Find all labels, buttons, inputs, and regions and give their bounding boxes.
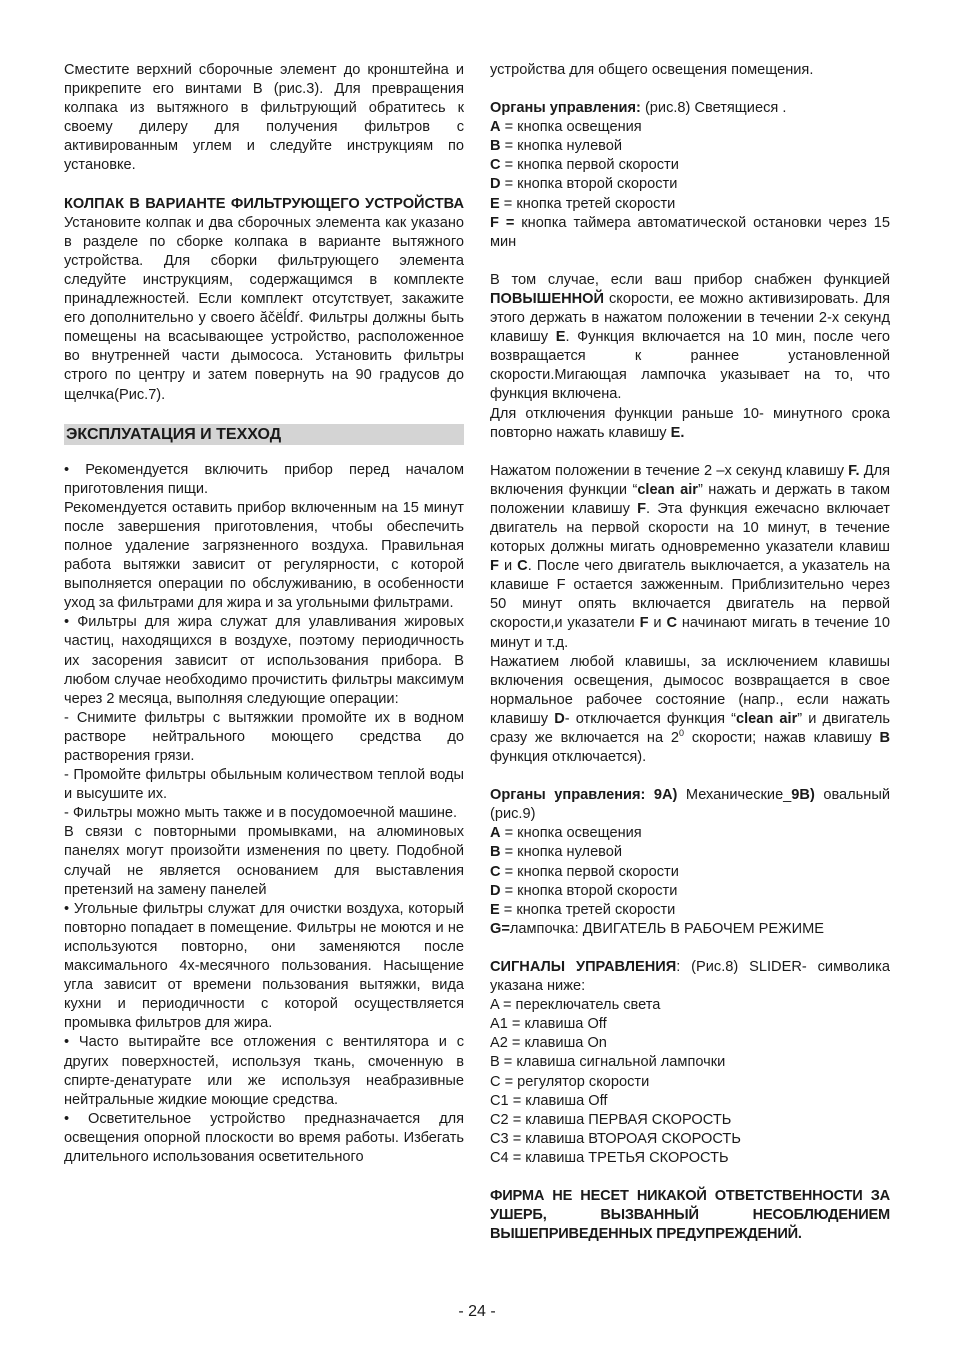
controls-fig9-title: Органы управления: 9A) Механические_9B) овальный (рис.9) xyxy=(490,787,890,823)
filter-heading: КОЛПАК В ВАРИАНТЕ ФИЛЬТРУЮЩЕГО УСТРОЙСТВА xyxy=(64,195,464,212)
section-title: ЭКСПЛУАТАЦИЯ И ТЕХХОД xyxy=(64,424,464,445)
usage-paragraph-6: - Фильтры можно мыть также и в посудомоечной машине. xyxy=(64,805,458,822)
right-column xyxy=(490,61,890,1244)
control-item: C = кнопка первой скорости xyxy=(490,863,679,880)
controls-fig8-title: Органы управления: (рис.8) Светящиеся . xyxy=(490,100,787,117)
usage-paragraph-2: Рекомендуется оставить прибор включенным на 15 минут после завершения приготовления, чтобы обеспечить полное удаление загрязненного воздуха. Правильная работа вытяжки зависит от регулярности, с которой выполняется операции по обслуживанию, в особенности уход за фильтрами для жира и за угольными фильтрами. xyxy=(64,499,464,612)
signal-item: A = переключатель света xyxy=(490,997,661,1014)
signal-item: C1 = клавиша Off xyxy=(490,1092,608,1109)
signal-item: C4 = клавиша ТРЕТЬЯ СКОРОСТЬ xyxy=(490,1149,729,1166)
intro-paragraph: Сместите верхний сборочные элемент до кронштейна и прикрепите его винтами B (рис.3). Для превращения колпака из вытяжного в фильтрующий обратитесь к своему дилеру для получения фильтров с активированным углем и следуйте инструкциям по установке. xyxy=(64,62,464,174)
signal-item: C2 = клавиша ПЕРВАЯ СКОРОСТЬ xyxy=(490,1111,732,1128)
control-item: F = кнопка таймера автоматической остановки через 15 мин xyxy=(490,214,890,250)
control-item: G=лампочка: ДВИГАТЕЛЬ В РАБОЧЕМ РЕЖИМЕ xyxy=(490,920,824,937)
signal-item: A2 = клавиша On xyxy=(490,1035,607,1052)
signals-title: СИГНАЛЫ УПРАВЛЕНИЯ: (Рис.8) SLIDER- символика указана ниже: xyxy=(490,958,890,995)
clean-air-paragraph: Нажатом положении в течение 2 –х секунд клавишу F. Для включения функции “clean air” нажать и держать в таком положении клавишу F. Эта функция ежечасно включает двигатель на первой скорости на 10 минут, в течение которых должны мигать одновременно указатели клавиш F и C. После чего двигатель выключается, а указатель на клавише F остается зажженным. Приблизительно через 50 минут опять включается двигатель на первой скорости,и указатели F и C начинают мигать в течение 10 минут и т.д. xyxy=(490,462,891,651)
control-item: C = кнопка первой скорости xyxy=(490,157,679,174)
control-item: A = кнопка освещения xyxy=(490,119,642,136)
lighting-continuation: устройства для общего освещения помещения. xyxy=(490,62,814,78)
control-item: D = кнопка второй скорости xyxy=(490,176,678,193)
usage-paragraph-8: • Угольные фильтры служат для очистки воздуха, который повторно попадает в помещение. Фильтры не моются и не используются повторно, они заменяются после максимального 4х-месячного пользования. Насыщение угла зависит от времени пользования вытяжки, вида кухни и периодичности с которой осуществляется промывка фильтров для жира. xyxy=(64,900,464,1032)
boost-off-paragraph: Для отключения функции раньше 10- минутного срока повторно нажать клавишу E. xyxy=(490,405,890,441)
usage-paragraph-4: - Снимите фильтры с вытяжкии промойте их в водном растворе нейтрального моющего средства до растворения грязи. xyxy=(64,709,464,764)
usage-paragraph-3: • Фильтры для жира служат для улавливания жировых частиц, находящихся в воздухе, поэтому периодичность их засорения зависит от использования прибора. В любом случае необходимо прочистить фильтры максимум через 2 месяца, выполняя следующие операции: xyxy=(64,614,464,707)
left-column xyxy=(64,61,464,1167)
control-item: E = кнопка третей скорости xyxy=(490,901,676,918)
boost-paragraph: В том случае, если ваш прибор снабжен функцией ПОВЫШЕННОЙ скорости, ее можно активизировать. Для этого держать в нажатом положении в течении 2-х секунд клавишу E. Функция включается на 10 мин, после чего возвращается к раннее установленной скорости.Мигающая лампочка указывает на то, что функция включена. xyxy=(490,271,890,403)
control-item: A = кнопка освещения xyxy=(490,825,642,842)
control-item: B = кнопка нулевой xyxy=(490,844,623,861)
usage-paragraph-5: - Промойте фильтры обыльным количеством теплой воды и высушите их. xyxy=(64,767,464,803)
control-item: E = кнопка третей скорости xyxy=(490,195,676,212)
usage-paragraph-9: • Часто вытирайте все отложения с вентилятора и с других поверхностей, используя ткань, смоченную в спирте-денатурате или же используя неабразивные нейтральные жидкие моющие средства. xyxy=(64,1034,464,1108)
signal-item: C3 = клавиша ВТОРОАЯ СКОРОСТЬ xyxy=(490,1130,741,1147)
signal-item: C = регулятор скорости xyxy=(490,1073,650,1090)
usage-paragraph-1: • Рекомендуется включить прибор перед началом приготовления пищи. xyxy=(64,461,464,497)
filter-paragraph: Установите колпак и два сборочных элемента как указано в разделе по сборке колпака в варианте вытяжного устройства. Для сборки фильтрующего элемента следуйте инструкциям, содержащимся в комплекте принадлежностей. Если комплект отсутствует, закажите его дополнительно у своего ăčëĺđŕ. Фильтры должны быть помещены на всасывающее устройство, расположенное во внутренней части дымососа. Установить фильтры строго по центру и затем повернуть на 90 градусов до щелчка(Рис.7). xyxy=(64,214,464,403)
signal-item: B = клавиша сигнальной лампочки xyxy=(490,1054,726,1071)
liability-warning: ФИРМА НЕ НЕСЕТ НИКАКОЙ ОТВЕТСТВЕННОСТИ ЗА УШЕРБ, ВЫЗВАННЫЙ НЕСОБЛЮДЕНИЕМ ВЫШЕПРИВЕДЕННЫХ ПРЕДУПРЕЖДЕНИЙ. xyxy=(490,1187,890,1243)
usage-paragraph-10: • Осветительное устройство предназначается для освещения опорной плоскости во время работы. Избегать длительного использования осветительного xyxy=(64,1110,464,1165)
page-number: - 24 - xyxy=(458,1303,496,1320)
any-key-paragraph: Нажатием любой клавишы, за исключением клавишы включения освещения, дымосос возвращается в свое нормальное рабочее состояние (напр., если нажать клавишу D- отключается функция “clean air” и двигатель сразу же включается на $2^0$ скорости; нажав клавишу B функция отключается). xyxy=(490,653,890,766)
signal-item: A1 = клавиша Off xyxy=(490,1016,607,1033)
usage-paragraph-7: В связи с повторными промывками, на алюминовых панелях могут произойти изменения по цвету. Подобной случай не является основанием для выставления претензий на замену панелей xyxy=(64,824,464,898)
control-item: B = кнопка нулевой xyxy=(490,138,623,155)
control-item: D = кнопка второй скорости xyxy=(490,882,678,899)
